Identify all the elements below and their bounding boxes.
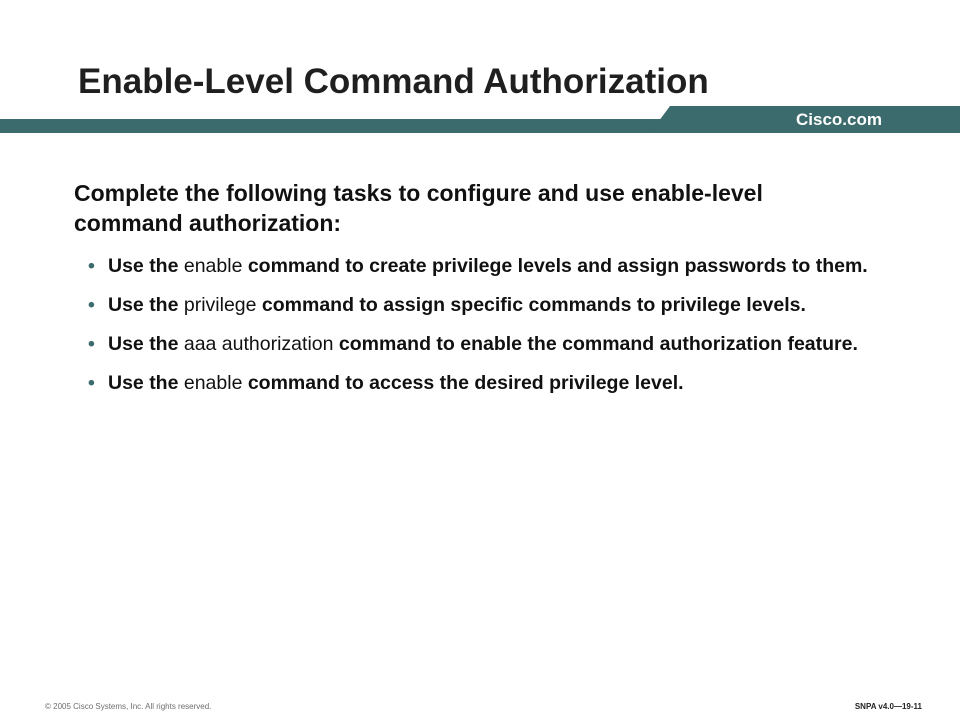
bullet-text-pre: Use the xyxy=(108,372,184,394)
bullet-item xyxy=(88,371,888,396)
bullet-command: privilege xyxy=(183,294,257,316)
bullet-icon: • xyxy=(88,294,95,316)
bullet-icon: • xyxy=(88,333,95,355)
bullet-text-post: command to access the desired privilege level. xyxy=(242,372,684,394)
intro-text: Complete the following tasks to configure and use enable-level command authorization: xyxy=(74,180,763,236)
bullet-text-pre: Use the xyxy=(108,255,184,277)
bullet-icon: • xyxy=(88,372,95,394)
bullet-command: enable xyxy=(183,255,243,277)
bullet-item xyxy=(88,293,888,318)
bullet-text-pre: Use the xyxy=(108,294,184,316)
bullet-command: aaa authorization xyxy=(183,333,334,355)
bullet-icon: • xyxy=(88,255,95,277)
bullet-item xyxy=(88,254,888,279)
slide-title: Enable-Level Command Authorization xyxy=(78,62,709,101)
bullet-text-post: command to create privilege levels and assign passwords to them. xyxy=(242,255,868,277)
bullet-text-post: command to enable the command authorization feature. xyxy=(333,333,858,355)
bullet-command: enable xyxy=(183,372,243,394)
bullet-text-post: command to assign specific commands to privilege levels. xyxy=(256,294,806,316)
bullet-item xyxy=(88,332,888,357)
bullet-text-pre: Use the xyxy=(108,333,184,355)
brand-logo-text: Cisco.com xyxy=(796,110,882,129)
footer-copyright: © 2005 Cisco Systems, Inc. All rights reserved. xyxy=(45,702,212,711)
bullet-list xyxy=(88,254,888,410)
footer-course-id: SNPA v4.0—19-11 xyxy=(854,702,922,711)
